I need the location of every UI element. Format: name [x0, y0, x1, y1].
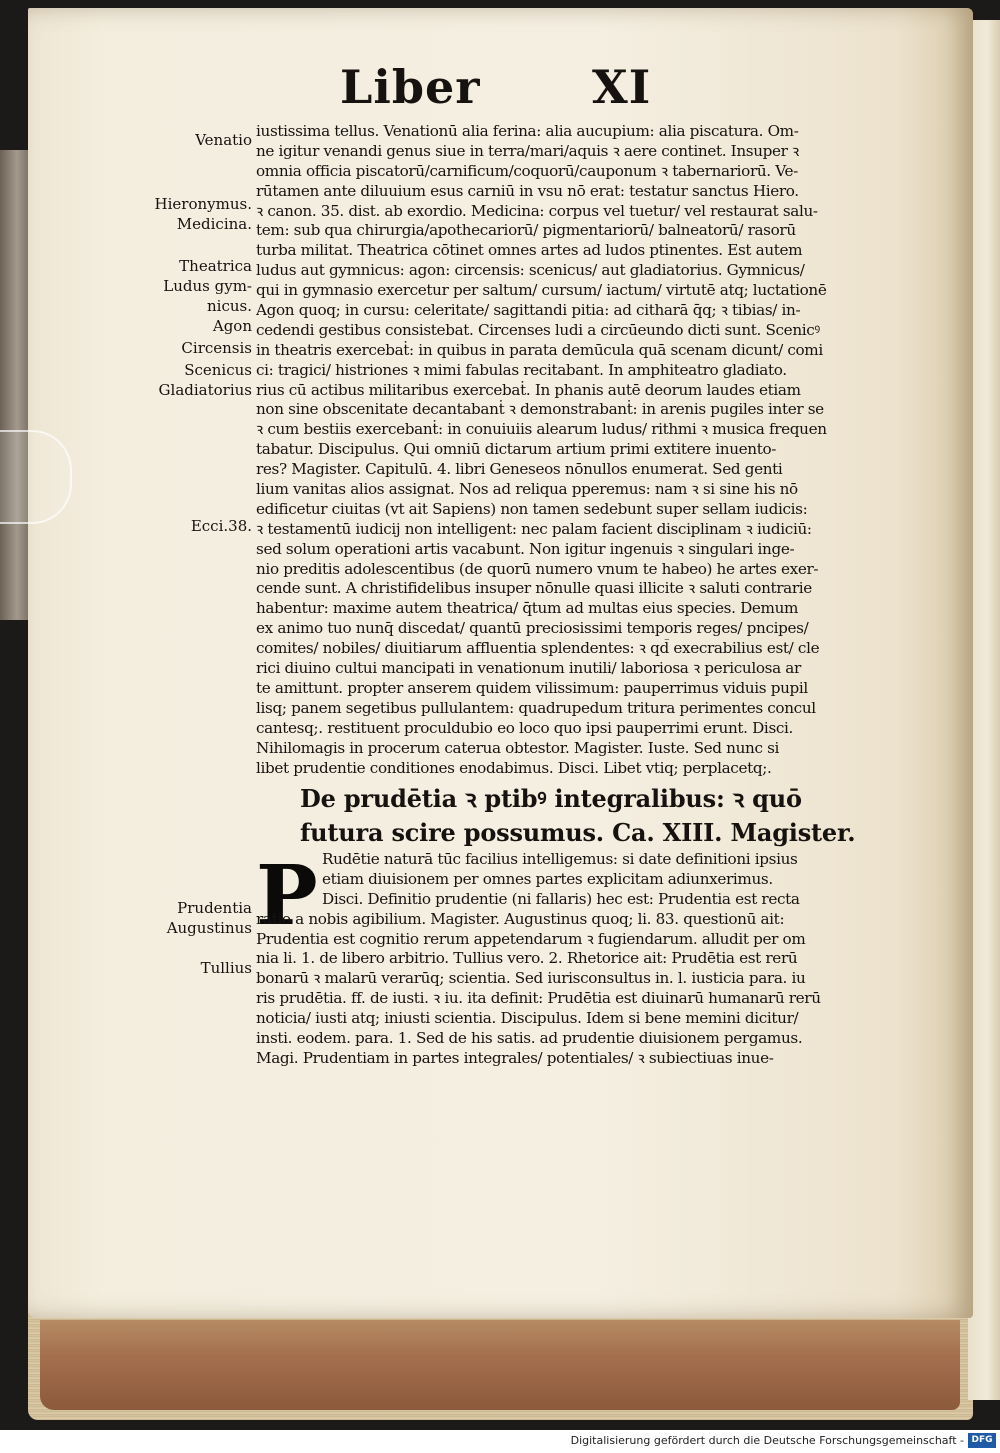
chapter-heading: [300, 782, 856, 850]
margin-note: Medicina.: [176, 215, 252, 233]
text-line: sed solum operationi artis vacabunt. Non igitur ingenuis ꝛ singulari inge-: [256, 539, 795, 558]
text-line: Nihilomagis in procerum caterua obtestor. Magister. Iuste. Sed nunc si: [256, 738, 780, 757]
dfg-logo: DFG: [968, 1433, 996, 1448]
text-line: rūtamen ante diluuium esus carniū in vsu nō erat: testatur sanctus Hiero.: [256, 181, 799, 200]
text-line: edificetur ciuitas (vt ait Sapiens) non tamen sedebunt super sellam iudicis:: [256, 499, 808, 518]
margin-note: Gladiatorius: [158, 381, 252, 399]
text-line: rici diuino cultui mancipati in venationum inutili/ laboriosa ꝛ periculosa ar: [256, 659, 801, 678]
text-line: qui in gymnasio exercetur per saltum/ cursum/ iactum/ virtutē atq; luctationē: [256, 281, 827, 300]
text-line: res? Magister. Capitulū. 4. libri Geneseos nōnullos enumerat. Sed genti: [256, 460, 783, 479]
decorated-initial: P: [256, 848, 318, 944]
margin-note: Theatrica: [179, 257, 252, 275]
margin-note: Circensis: [181, 339, 252, 357]
main-text-block: [256, 122, 844, 778]
margin-note: Scenicus: [184, 361, 252, 379]
text-line: ludus aut gymnicus: agon: circensis: scenicus/ aut gladiatorius. Gymnicus/: [256, 261, 805, 280]
margin-note: Ecci.38.: [190, 517, 252, 535]
text-line: ris prudētia. ff. de iusti. ꝛ iu. ita definit: Prudētia est diuinarū humanarū rerū: [256, 989, 821, 1008]
text-line: tem: sub qua chirurgia/apothecariorū/ pigmentariorū/ balneatorū/ rasorū: [256, 221, 796, 240]
text-line: nia li. 1. de libero arbitrio. Tullius vero. 2. Rhetorice ait: Prudētia est rerū: [256, 949, 798, 968]
text-line: ratio a nobis agibilium. Magister. Augustinus quoq; li. 83. questionū ait:: [256, 909, 785, 928]
text-line: Agon quoq; in cursu: celeritate/ sagittandi pitia: ad citharā q̄q; ꝛ tibias/ in-: [256, 301, 801, 320]
text-line: tabatur. Discipulus. Qui omniū dictarum artium primi extitere inuento-: [256, 440, 777, 459]
funding-credit: Digitalisierung gefördert durch die Deutsche Forschungsgemeinschaft -: [570, 1434, 964, 1447]
text-line: habentur: maxime autem theatrica/ q̄tum ad multas eius species. Demum: [256, 599, 799, 618]
text-line: ꝛ cum bestiis exercebanṫ: in conuiuiis alearum ludus/ rithmi ꝛ musica frequen: [256, 420, 827, 439]
text-line: ne igitur venandi genus siue in terra/mari/aquis ꝛ aere continet. Insuper ꝛ: [256, 141, 799, 160]
text-line: Prudentia est cognitio rerum appetendarum ꝛ fugiendarum. alludit per om: [256, 929, 806, 948]
margin-note: Prudentia: [177, 899, 252, 917]
text-line: Disci. Definitio prudentie (ni fallaris) hec est: Prudentia est recta: [322, 889, 800, 908]
chapter-text-block: [256, 850, 846, 1069]
margin-note: Augustinus: [166, 919, 252, 937]
margin-note: Venatio: [195, 131, 252, 149]
text-line: ci: tragici/ histriones ꝛ mimi fabulas recitabant. In amphiteatro gladiato.: [256, 360, 787, 379]
margin-note: Tullius: [200, 959, 252, 977]
text-line: in theatris exercebaṫ: in quibus in parata demūcula quā scenam dicunt/ comi: [256, 340, 823, 359]
text-line: iustissima tellus. Venationū alia ferina: alia aucupium: alia piscatura. Om-: [256, 122, 799, 140]
margin-note: Agon: [212, 317, 252, 335]
text-line: Magi. Prudentiam in partes integrales/ potentiales/ ꝛ subiectiuas inue-: [256, 1048, 774, 1067]
header-book-number: XI: [592, 60, 652, 114]
text-line: comites/ nobiles/ diuitiarum affluentia splendentes: ꝛ qd̄ execrabilius est/ cle: [256, 639, 820, 658]
text-line: lium vanitas alios assignat. Nos ad reliqua pperemus: nam ꝛ si sine his nō: [256, 480, 798, 499]
text-line: noticia/ iusti atq; iniusti scientia. Discipulus. Idem si bene memini dicitur/: [256, 1009, 799, 1028]
text-line: cende sunt. A christifidelibus insuper nōnulle quasi illicite ꝛ saluti contrarie: [256, 579, 812, 598]
text-line: ꝛ testamentū iudicij non intelligent: nec palam facient disciplinam ꝛ iudiciū:: [256, 519, 812, 538]
text-line: cedendi gestibus consistebat. Circenses ludi a circūeundo dicti sunt. Scenicꝰ: [256, 320, 820, 339]
margin-note: nicus.: [207, 297, 252, 315]
text-line: ꝛ canon. 35. dist. ab exordio. Medicina: corpus vel tuetur/ vel restaurat salu-: [256, 201, 818, 220]
text-line: rius cū actibus militaribus exercebaṫ. In phanis autē deorum laudes etiam: [256, 380, 801, 399]
running-header: [0, 60, 1000, 120]
margin-note: Ludus gym-: [163, 277, 252, 295]
text-line: Rudētie naturā tūc facilius intelligemus: si date definitioni ipsius: [322, 850, 798, 868]
chapter-heading-line: De prudētia ꝛ ptibꝰ integralibus: ꝛ quō: [300, 784, 802, 813]
text-line: turba militat. Theatrica cōtinet omnes artes ad ludos ptinentes. Est autem: [256, 241, 803, 260]
digitization-footer: [0, 1430, 1000, 1453]
text-line: omnia officia piscatorū/carnificum/coquorū/cauponum ꝛ tabernariorū. Ve-: [256, 161, 798, 180]
text-line: insti. eodem. para. 1. Sed de his satis. ad prudentie diuisionem pergamus.: [256, 1029, 803, 1048]
text-line: te amittunt. propter anserem quidem vilissimum: pauperrimus viduis pupil: [256, 678, 808, 697]
text-line: etiam diuisionem per omnes partes explicitam adiunxerimus.: [322, 869, 773, 888]
text-line: libet prudentie conditiones enodabimus. Disci. Libet vtiq; perplacetq;.: [256, 758, 772, 777]
text-line: ex animo tuo nunq̄ discedat/ quantū preciosissimi temporis reges/ pncipes/: [256, 619, 809, 638]
chapter-heading-line: futura scire possumus. Ca. XIII. Magister.: [300, 818, 856, 847]
header-liber: Liber: [340, 60, 481, 114]
text-line: lisq; panem segetibus pullulantem: quadrupedum tritura perimentes concul: [256, 698, 816, 717]
text-line: nio preditis adolescentibus (de quorū numero vnum te habeo) he artes exer-: [256, 559, 819, 578]
margin-note: Hieronymus.: [154, 195, 252, 213]
text-line: non sine obscenitate decantabanṫ ꝛ demonstrabanṫ: in arenis pugiles inter se: [256, 400, 824, 419]
text-line: bonarū ꝛ malarū verarūq; scientia. Sed iurisconsultus in. l. iusticia para. iu: [256, 969, 806, 988]
text-line: cantesq;. restituent proculdubio eo loco quo ipsi pauperrimi erunt. Disci.: [256, 718, 794, 737]
